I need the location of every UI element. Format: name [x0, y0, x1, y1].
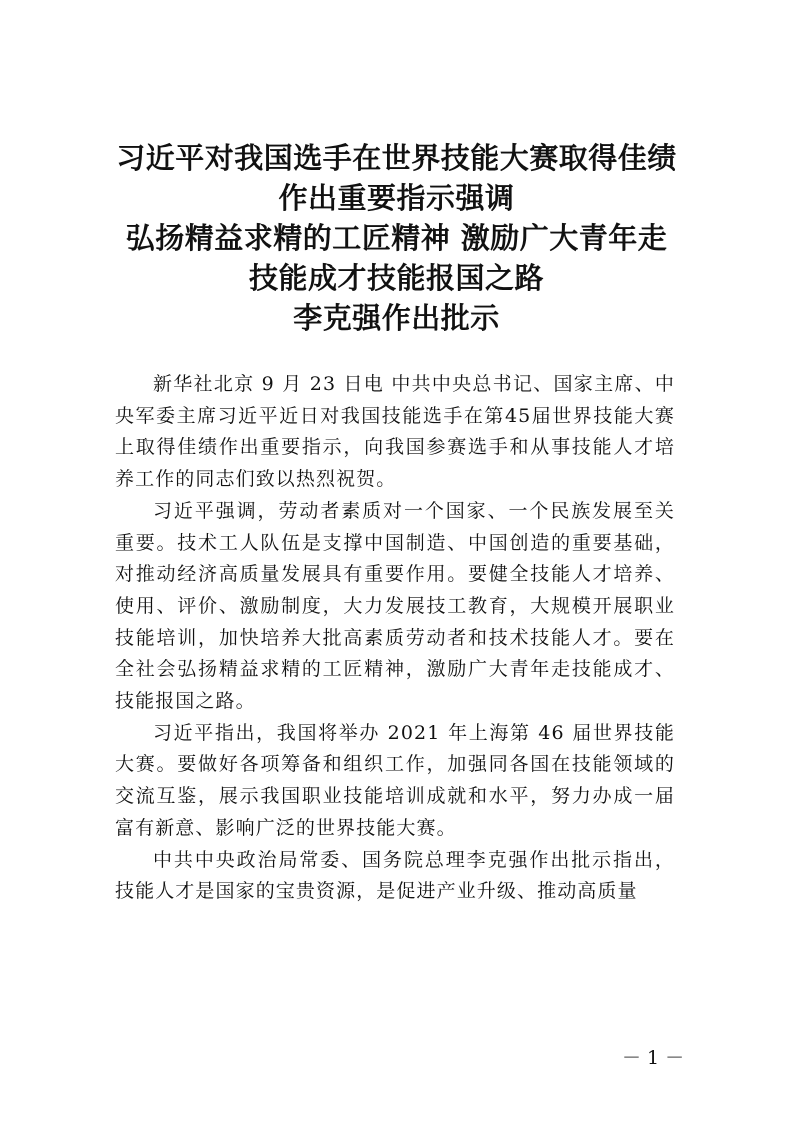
- title-line: 弘扬精益求精的工匠精神 激励广大青年走: [125, 221, 668, 255]
- document-title: [90, 138, 703, 338]
- title-line: 习近平对我国选手在世界技能大赛取得佳绩: [116, 141, 677, 175]
- title-line: 技能成才技能报国之路: [248, 261, 544, 295]
- page-number: － 1 －: [622, 1047, 685, 1069]
- document-body: [115, 369, 675, 908]
- paragraph: 习近平指出，我国将举办 2021 年上海第 46 届世界技能大赛。要做好各项筹备和组织工作，加强同各国在技能领域的交流互鉴，展示我国职业技能培训成就和水平，努力办成一届富有新意、影响广泛的世界技能大赛。: [115, 721, 675, 839]
- paragraph: 中共中央政治局常委、国务院总理李克强作出批示指出，技能人才是国家的宝贵资源，是促进产业升级、推动高质量: [115, 848, 675, 903]
- paragraph: 新华社北京 9 月 23 日电 中共中央总书记、国家主席、中央军委主席习近平近日对我国技能选手在第45届世界技能大赛上取得佳绩作出重要指示，向我国参赛选手和从事技能人才培养工作的同志们致以热烈祝贺。: [115, 373, 675, 491]
- paragraph: 习近平强调，劳动者素质对一个国家、一个民族发展至关重要。技术工人队伍是支撑中国制造、中国创造的重要基础，对推动经济高质量发展具有重要作用。要健全技能人才培养、使用、评价、激励制度，大力发展技工教育，大规模开展职业技能培训，加快培养大批高素质劳动者和技术技能人才。要在全社会弘扬精益求精的工匠精神，激励广大青年走技能成才、技能报国之路。: [115, 499, 675, 713]
- title-line: 作出重要指示强调: [278, 181, 515, 215]
- title-line: 李克强作出批示: [293, 301, 500, 335]
